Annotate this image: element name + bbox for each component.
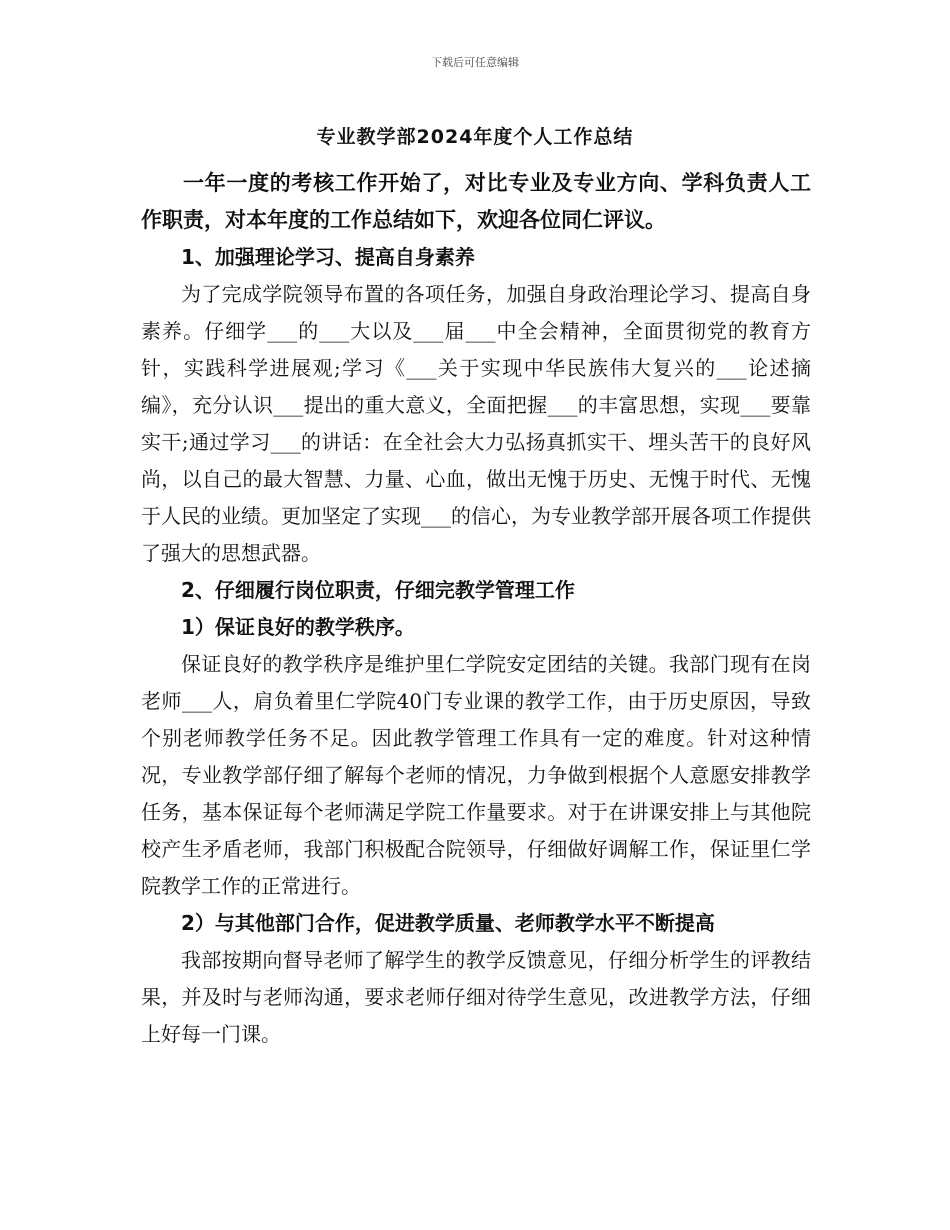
subsection-heading-2-1: 1）保证良好的教学秩序。 xyxy=(181,615,415,639)
section-paragraph-1: 为了完成学院领导布置的各项任务，加强自身政治理论学习、提高自身素养。仔细学___的___大以及___届___中全会精神，全面贯彻党的教育方针，实践科学进展观;学习《___关于实现中华民族伟大复兴的___论述摘编》，充分认识___提出的重大意义，全面把握___的丰富思想，实现___要靠实干;通过学习___的讲话：在全社会大力弘扬真抓实干、埋头苦干的良好风尚，以自己的最大智慧、力量、心血，做出无愧于历史、无愧于时代、无愧于人民的业绩。更加坚定了实现___的信心，为专业教学部开展各项工作提供了强大的思想武器。 xyxy=(141,282,811,565)
document-body xyxy=(141,165,811,1053)
section-heading-1: 1、加强理论学习、提高自身素养 xyxy=(181,245,475,269)
intro-paragraph: 一年一度的考核工作开始了，对比专业及专业方向、学科负责人工作职责，对本年度的工作总结如下，欢迎各位同仁评议。 xyxy=(141,171,811,232)
subsection-paragraph-2-1: 保证良好的教学秩序是维护里仁学院安定团结的关键。我部门现有在岗老师___人，肩负着里仁学院40门专业课的教学工作，由于历史原因，导致个别老师教学任务不足。因此教学管理工作具有一定的难度。针对这种情况，专业教学部仔细了解每个老师的情况，力争做到根据个人意愿安排教学任务，基本保证每个老师满足学院工作量要求。对于在讲课安排上与其他院校产生矛盾老师，我部门积极配合院领导，仔细做好调解工作，保证里仁学院教学工作的正常进行。 xyxy=(141,652,811,898)
subsection-heading-2-2: 2）与其他部门合作，促进教学质量、老师教学水平不断提高 xyxy=(181,911,715,935)
document-title: 专业教学部2024年度个人工作总结 xyxy=(316,126,634,148)
header-note: 下载后可任意编辑 xyxy=(431,56,519,69)
subsection-paragraph-2-2: 我部按期向督导老师了解学生的教学反馈意见，仔细分析学生的评教结果，并及时与老师沟通，要求老师仔细对待学生意见，改进教学方法，仔细上好每一门课。 xyxy=(141,948,811,1046)
section-heading-2: 2、仔细履行岗位职责，仔细完教学管理工作 xyxy=(181,578,575,602)
